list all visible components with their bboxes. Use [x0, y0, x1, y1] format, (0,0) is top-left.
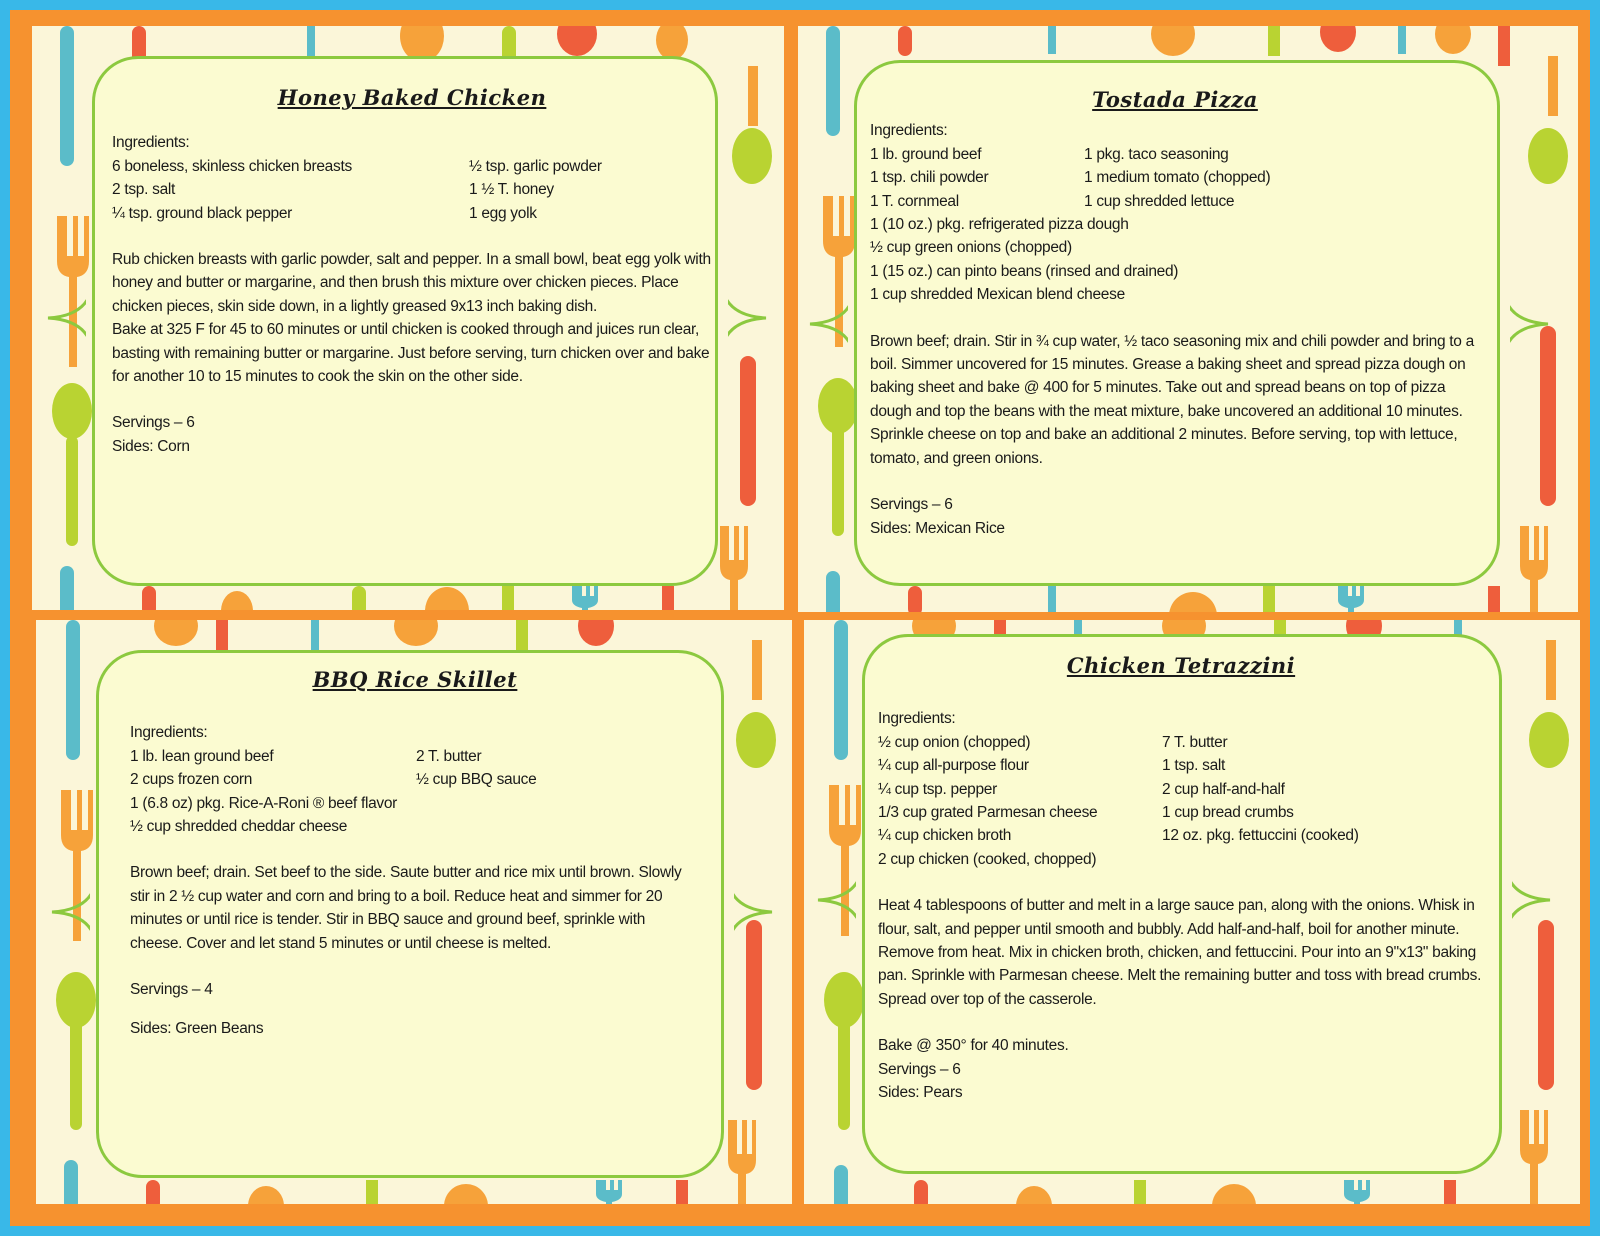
ingredients-left: [112, 155, 469, 225]
sides-text: Sides: Mexican Rice: [870, 519, 1005, 537]
ingredient-item: ½ cup green onions (chopped): [870, 239, 1072, 257]
spoon-icon: [394, 620, 438, 646]
spoon-icon: [1528, 128, 1568, 184]
spoon-icon: [221, 591, 253, 610]
knife-icon: [676, 1180, 688, 1204]
ingredient-item: 1 ½ T. honey: [469, 181, 554, 199]
ingredients-right: [1162, 731, 1359, 871]
sides-text: Sides: Green Beans: [130, 1020, 264, 1038]
knife-icon: [826, 571, 840, 612]
spoon-icon: [1212, 1184, 1256, 1204]
ingredients-left: [130, 745, 416, 792]
knife-icon: [834, 620, 848, 760]
spoon-handle: [832, 426, 844, 536]
fork-icon: [572, 586, 598, 610]
ingredient-item: 1 cup bread crumbs: [1162, 804, 1294, 822]
spoon-icon: [578, 620, 614, 646]
knife-icon: [746, 920, 762, 1090]
knife-icon: [352, 586, 366, 610]
ingredient-item: ¼ cup tsp. pepper: [878, 780, 997, 798]
fork-icon: [1520, 1110, 1548, 1204]
ingredient-item: 1 cup shredded lettuce: [1084, 192, 1235, 210]
recipe-content: [878, 654, 1484, 1105]
ingredient-item: 12 oz. pkg. fettuccini (cooked): [1162, 827, 1359, 845]
left-brace-ornament: [816, 870, 856, 930]
ingredient-item: 2 cups frozen corn: [130, 771, 253, 789]
ingredients-label: Ingredients:: [870, 122, 948, 140]
recipe-card-honey-baked-chicken: [32, 26, 784, 610]
servings-text: Servings – 6: [878, 1060, 961, 1078]
ingredients-left: [878, 731, 1162, 871]
knife-icon: [1498, 26, 1510, 66]
directions-text: Bake at 325 F for 45 to 60 minutes or until chicken is cooked through and juices run clear, basting with remaining butter or margarine. Just before serving, turn chicken over and bake for another 10 to 15 minutes to cook the skin on the other side.: [112, 321, 710, 386]
ingredient-item: 1 pkg. taco seasoning: [1084, 145, 1229, 163]
ingredient-item: 1 lb. ground beef: [870, 145, 982, 163]
spoon-icon: [1169, 592, 1217, 612]
spoon-icon: [1016, 1186, 1052, 1204]
ingredient-item: 1 (15 oz.) can pinto beans (rinsed and drained): [870, 262, 1179, 280]
ingredient-item: 2 T. butter: [416, 747, 482, 765]
right-brace-ornament: [1510, 294, 1550, 354]
knife-icon: [1488, 586, 1500, 612]
ingredient-item: 1 tsp. chili powder: [870, 169, 989, 187]
spoon-icon: [154, 620, 198, 646]
ingredient-item: 1 medium tomato (chopped): [1084, 169, 1271, 187]
ingredient-item: 1 tsp. salt: [1162, 757, 1226, 775]
ingredient-item: 1 (6.8 oz) pkg. Rice-A-Roni ® beef flavor: [130, 794, 398, 812]
spoon-icon: [248, 1186, 284, 1204]
servings-text: Servings – 4: [130, 981, 213, 999]
ingredient-item: 1 lb. lean ground beef: [130, 747, 274, 765]
ingredient-item: ¼ cup all-purpose flour: [878, 757, 1029, 775]
fork-icon: [596, 1180, 622, 1204]
spoon-icon: [56, 972, 96, 1028]
servings-text: Servings – 6: [112, 414, 195, 432]
recipe-sheet: [10, 10, 1590, 1226]
knife-icon: [1268, 26, 1280, 56]
knife-icon: [60, 26, 74, 166]
ingredient-item: 2 tsp. salt: [112, 181, 176, 199]
ingredient-item: ¼ tsp. ground black pepper: [112, 204, 293, 222]
recipe-content: [870, 88, 1480, 540]
spoon-icon: [656, 26, 688, 60]
ingredients-label: Ingredients:: [878, 710, 956, 728]
ingredient-item: 6 boneless, skinless chicken breasts: [112, 157, 352, 175]
knife-icon: [502, 586, 514, 610]
recipe-title: Tostada Pizza: [1092, 87, 1258, 112]
left-brace-ornament: [46, 288, 86, 348]
ingredients-label: Ingredients:: [130, 724, 208, 742]
ingredient-item: 1/3 cup grated Parmesan cheese: [878, 804, 1098, 822]
knife-icon: [1538, 920, 1554, 1090]
ingredients-columns: [112, 155, 712, 225]
knife-icon: [1134, 1180, 1146, 1204]
knife-icon: [834, 1165, 848, 1204]
spoon-icon: [1151, 26, 1195, 56]
right-brace-ornament: [728, 288, 768, 348]
directions-text: Heat 4 tablespoons of butter and melt in a large sauce pan, along with the onions. Whisk in flour, salt, and pepper until smooth and bubbly. Add half-and-half, boil for another minute. Remove from heat. Mix in chicken broth, chicken, and fettuccini. Pour into an 9"x13" baking pan. Sprinkle with Parmesan cheese. Melt the remaining butter and toss with bread crumbs. Spread over top of the casserole.: [878, 897, 1482, 1008]
spoon-icon: [736, 712, 776, 768]
knife-icon: [748, 66, 758, 126]
fork-icon: [720, 526, 748, 610]
spoon-icon: [52, 383, 92, 439]
right-brace-ornament: [734, 882, 774, 942]
ingredient-item: 1 (10 oz.) pkg. refrigerated pizza dough: [870, 216, 1129, 234]
ingredients-right: [416, 745, 536, 792]
spoon-handle: [70, 1020, 82, 1130]
knife-icon: [914, 1180, 928, 1204]
right-brace-ornament: [1512, 870, 1552, 930]
spoon-icon: [1320, 26, 1356, 52]
sides-text: Sides: Pears: [878, 1084, 963, 1102]
ingredient-item: ½ cup shredded cheddar cheese: [130, 818, 348, 836]
directions-text: Rub chicken breasts with garlic powder, salt and pepper. In a small bowl, beat egg yolk with honey and butter or margarine, and then brush this mixture over chicken pieces. Place chicken pieces, skin side down, in a lightly greased 9x13 inch baking dish.: [112, 251, 711, 315]
knife-icon: [1548, 56, 1558, 116]
knife-icon: [64, 1160, 78, 1204]
ingredient-item: 1 T. cornmeal: [870, 192, 959, 210]
knife-icon: [1398, 26, 1406, 54]
spoon-icon: [425, 587, 469, 610]
ingredients-columns: [870, 143, 1480, 213]
spoon-handle: [838, 1020, 850, 1130]
ingredient-item: 1 egg yolk: [469, 204, 537, 222]
knife-icon: [146, 1180, 160, 1204]
ingredients-columns: [130, 745, 700, 792]
knife-icon: [752, 640, 762, 700]
spoon-icon: [1529, 712, 1569, 768]
knife-icon: [826, 26, 840, 136]
ingredient-item: 2 cup chicken (cooked, chopped): [878, 850, 1097, 868]
knife-icon: [311, 620, 319, 650]
ingredient-item: 7 T. butter: [1162, 733, 1228, 751]
directions-text: Brown beef; drain. Set beef to the side. Saute butter and rice mix until brown. Slowly stir in 2 ½ cup water and corn and bring to a boil. Reduce heat and simmer for 20 minutes or until rice is tender. Stir in BBQ sauce and ground beef, sprinkle with cheese. Cover and let stand 5 minutes or until cheese is melted.: [130, 864, 682, 952]
ingredients-left: [870, 143, 1084, 213]
ingredients-right: [1084, 143, 1270, 213]
ingredients-right: [469, 155, 602, 225]
knife-icon: [662, 586, 674, 610]
knife-icon: [516, 620, 528, 652]
knife-icon: [1546, 640, 1556, 700]
spoon-icon: [732, 128, 772, 184]
ingredients-label: Ingredients:: [112, 134, 190, 152]
spoon-icon: [557, 26, 597, 56]
knife-icon: [1048, 26, 1056, 54]
knife-icon: [740, 356, 756, 506]
spoon-handle: [66, 436, 78, 546]
directions-text: Brown beef; drain. Stir in ¾ cup water, ½ taco seasoning mix and chili powder and bring to a boil. Simmer uncovered for 15 minutes. Grease a baking sheet and spread pizza dough on baking sheet and bake @ 400 for 5 minutes. Take out and spread beans on top of pizza dough and top the beans with the meat mixture, bake uncovered an additional 10 minutes. Sprinkle cheese on top and bake an additional 2 minutes. Before serving, top with lettuce, tomato, and green onions.: [870, 332, 1474, 467]
knife-icon: [366, 1180, 378, 1204]
knife-icon: [66, 620, 80, 760]
spoon-icon: [824, 972, 864, 1028]
recipe-card-bbq-rice-skillet: [36, 620, 792, 1204]
knife-icon: [898, 26, 912, 56]
sides-text: Sides: Corn: [112, 437, 190, 455]
knife-icon: [142, 586, 156, 610]
fork-icon: [1344, 1180, 1370, 1204]
recipe-content: [130, 668, 700, 1041]
servings-text: Servings – 6: [870, 496, 953, 514]
fork-icon: [728, 1120, 756, 1204]
recipe-title: Honey Baked Chicken: [277, 85, 547, 110]
recipe-title: Chicken Tetrazzini: [1066, 653, 1296, 678]
ingredient-item: ½ cup BBQ sauce: [416, 771, 537, 789]
spoon-icon: [818, 378, 858, 434]
knife-icon: [60, 566, 74, 610]
knife-icon: [1048, 586, 1056, 612]
recipe-card-tostada-pizza: [798, 26, 1578, 612]
left-brace-ornament: [808, 294, 848, 354]
bake-instruction: Bake @ 350° for 40 minutes.: [878, 1037, 1069, 1055]
ingredient-item: ¼ cup chicken broth: [878, 827, 1012, 845]
spoon-icon: [1435, 26, 1471, 54]
knife-icon: [1263, 586, 1275, 612]
knife-icon: [908, 586, 922, 612]
ingredient-item: 1 cup shredded Mexican blend cheese: [870, 286, 1125, 304]
ingredient-item: 2 cup half-and-half: [1162, 780, 1285, 798]
fork-icon: [1520, 526, 1548, 612]
fork-icon: [1338, 586, 1364, 612]
left-brace-ornament: [50, 882, 90, 942]
ingredient-item: ½ cup onion (chopped): [878, 733, 1031, 751]
ingredients-columns: [878, 731, 1484, 871]
recipe-title: BBQ Rice Skillet: [312, 667, 518, 692]
recipe-card-chicken-tetrazzini: [804, 620, 1580, 1204]
spoon-icon: [444, 1184, 488, 1204]
ingredient-item: ½ tsp. garlic powder: [469, 157, 602, 175]
knife-icon: [1444, 1180, 1456, 1204]
recipe-content: [112, 86, 712, 458]
